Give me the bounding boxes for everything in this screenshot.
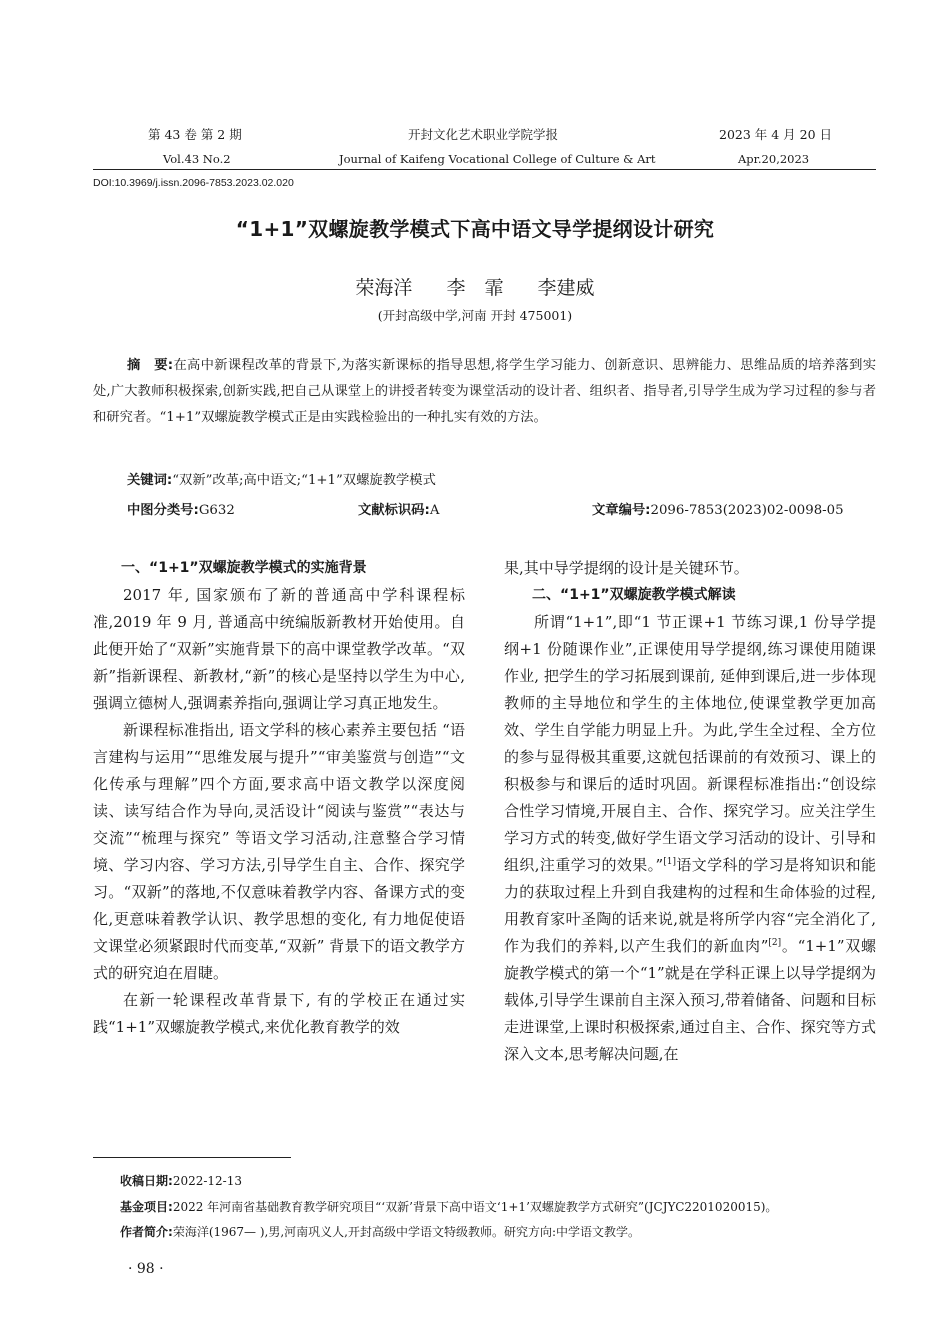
authors <box>0 273 950 300</box>
fund-text: 2022 年河南省基础教育教学研究项目“‘双新’背景下高中语文‘1+1’双螺旋教学方式研究”(JCJYC2201020015)。 <box>172 1200 778 1214</box>
keywords-label: 关键词: <box>127 473 173 488</box>
paragraph: 在新一轮课程改革背景下, 有的学校正在通过实践“1+1”双螺旋教学模式,来优化教育教学的效 <box>93 991 465 1036</box>
affiliation: (开封高级中学,河南 开封 475001) <box>377 308 573 323</box>
clc-value: G632 <box>198 503 235 518</box>
abstract <box>93 353 876 431</box>
received-date: 2022-12-13 <box>172 1174 242 1188</box>
author-bio: 荣海洋(1967— ),男,河南巩义人,开封高级中学语文特级教师。研究方向:中学语文教学。 <box>172 1225 641 1239</box>
page-number: · 98 · <box>128 1261 164 1277</box>
doi: DOI:10.3969/j.issn.2096-7853.2023.02.020 <box>93 177 294 189</box>
abstract-label: 摘 要: <box>127 358 174 373</box>
text-run: 语文学科的学习是将知识和能力的获取过程上升到自我建构的过程和生命体验的过程,用教育家叶圣陶的话来说,就是将所学内容“完全消化了,作为我们的养料,以产生我们的新血肉” <box>504 856 876 955</box>
header-journal-en: Journal of Kaifeng Vocational College of Culture & Art <box>339 152 656 166</box>
citation-1[interactable]: [1] <box>663 857 676 867</box>
doc-value: A <box>429 503 440 518</box>
citation-2[interactable]: [2] <box>768 938 782 948</box>
footnote-fund <box>120 1199 777 1215</box>
doc-label: 文献标识码: <box>358 503 430 518</box>
keywords <box>127 469 436 493</box>
keywords-text: “双新”改革;高中语文;“1+1”双螺旋教学模式 <box>172 473 436 488</box>
abstract-text: 在高中新课程改革的背景下,为落实新课标的指导思想,将学生学习能力、创新意识、思辨能力、思维品质的培养落到实处,广大教师积极探索,创新实践,把自己从课堂上的讲授者转变为课堂活动的设计者、组织者、指导者,引导学生成为学习过程的参与者和研究者。“1+1”双螺旋教学模式正是由实践检验出的一种扎实有效的方法。 <box>93 358 876 425</box>
header-date-en: Apr.20,2023 <box>738 152 810 166</box>
paper-title: “1+1”双螺旋教学模式下高中语文导学提纲设计研究 <box>235 217 715 241</box>
header-journal: 开封文化艺术职业学院学报 <box>408 127 559 142</box>
paragraph: 果,其中导学提纲的设计是关键环节。 <box>504 559 749 577</box>
text-run: 所谓“1+1”,即“1 节正课+1 节练习课,1 份导学提纲+1 份随课作业”,正课使用导学提纲,练习课使用随课作业, 把学生的学习拓展到课前, 延伸到课后,进一步体现教师的主导地位和学生的主体地位,使课堂教学更加高效、学生自学能力明显上升。为此,学生全过程、全方位的参与显得极其重要,这就包括课前的有效预习、课上的积极参与和课后的适时巩固。新课程标准指出:“创设综合性学习情境,开展自主、合作、探究学习。应关注学生学习方式的转变,做好学生语文学习活动的设计、引导和组织,注重学习的效果。” <box>504 613 876 874</box>
footnote-rule <box>93 1157 291 1158</box>
author-2: 李 霏 <box>446 277 504 299</box>
header-date: 2023 年 4 月 20 日 <box>719 127 833 142</box>
header-volume: 第 43 卷 第 2 期 <box>148 127 242 142</box>
paragraph: 新课程标准指出, 语文学科的核心素养主要包括 “语言建构与运用”“思维发展与提升”“审美鉴赏与创造”“文化传承与理解”四个方面,要求高中语文教学以深度阅读、读写结合作为导向,灵活设计“阅读与鉴赏”“表达与交流”“梳理与探究” 等语文学习活动,注意整合学习情境、学习内容、学习方法,引导学生自主、合作、探究学习。“双新”的落地,不仅意味着教学内容、备课方式的变化,更意味着教学认识、教学思想的变化, 有力地促使语文课堂必须紧跟时代而变革,“双新” 背景下的语文教学方式的研究迫在眉睫。 <box>93 721 465 982</box>
author-label: 作者简介: <box>120 1225 173 1239</box>
article-number <box>592 499 844 523</box>
footnote-author <box>120 1224 640 1240</box>
text-run: 。“1+1”双螺旋教学模式的第一个“1”就是在学科正课上以导学提纲为载体,引导学生课前自主深入预习,带着储备、问题和目标走进课堂,上课时积极探索,通过自主、合作、探究等方式深入文本,思考解决问题,在 <box>504 937 876 1063</box>
section-heading-2: 二、“1+1”双螺旋教学模式解读 <box>532 587 736 603</box>
paragraph <box>504 609 876 1068</box>
article-label: 文章编号: <box>592 503 651 518</box>
document-code <box>358 499 439 523</box>
author-1: 荣海洋 <box>355 277 413 299</box>
left-column <box>93 555 465 1041</box>
right-column <box>504 555 876 1068</box>
footnote-received <box>120 1173 242 1189</box>
paragraph: 2017 年, 国家颁布了新的普通高中学科课程标准,2019 年 9 月, 普通高中统编版新教材开始使用。自此便开始了“双新”实施背景下的高中课堂教学改革。“双新”指新课程、新教材,“新”的核心是坚持以学生为中心,强调立德树人,强调素养指向,强调让学习真正地发生。 <box>93 586 465 712</box>
author-3: 李建威 <box>537 277 595 299</box>
fund-label: 基金项目: <box>120 1200 173 1214</box>
received-label: 收稿日期: <box>120 1174 173 1188</box>
clc-label: 中图分类号: <box>127 503 199 518</box>
section-heading-1: 一、“1+1”双螺旋教学模式的实施背景 <box>121 560 367 576</box>
header-volume-en: Vol.43 No.2 <box>163 152 231 166</box>
clc-number <box>127 499 235 523</box>
header-rule <box>93 169 876 170</box>
article-value: 2096-7853(2023)02-0098-05 <box>650 503 844 518</box>
